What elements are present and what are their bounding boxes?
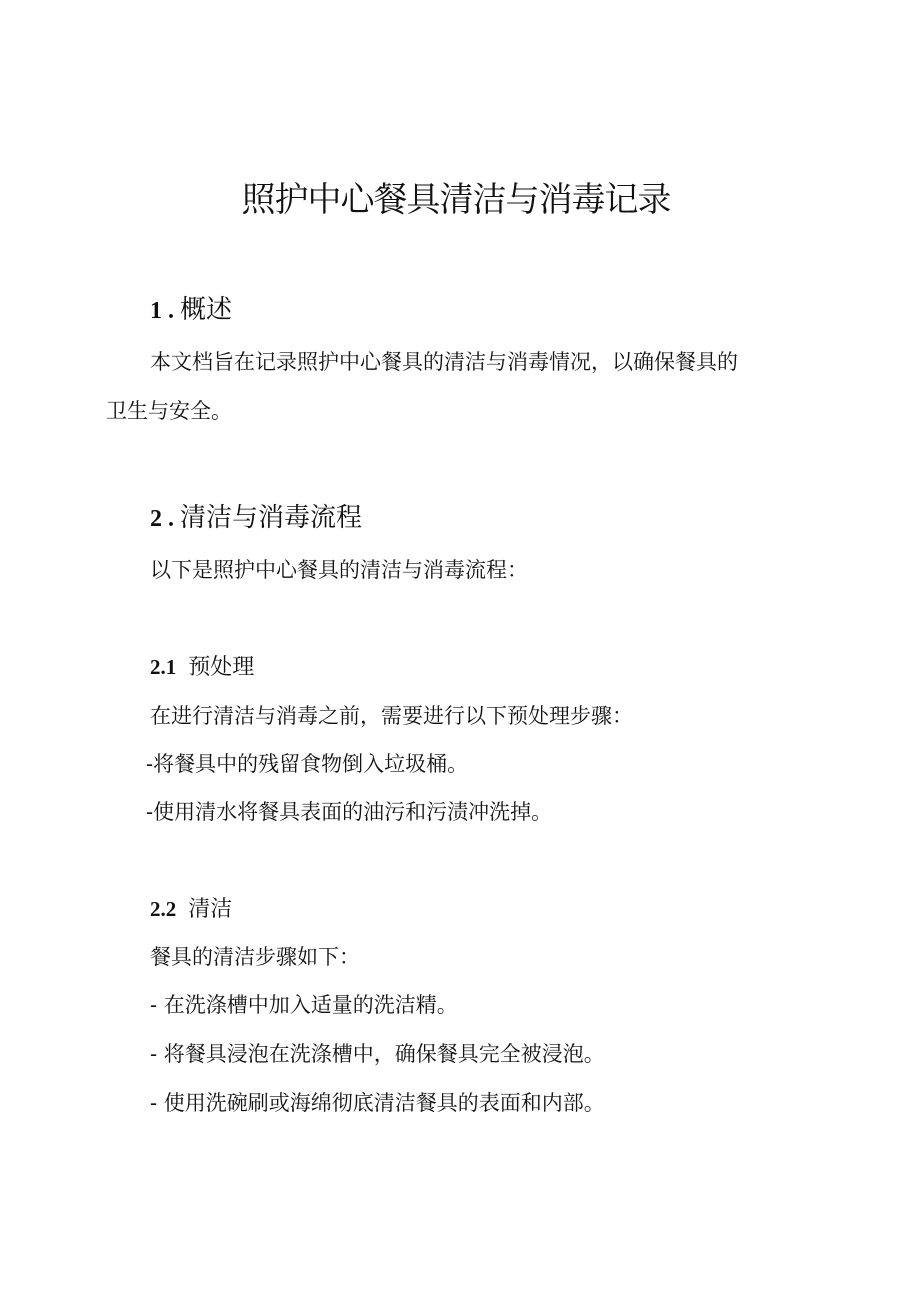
section-2-2-heading [150, 894, 232, 925]
list-item: - 使用洗碗刷或海绵彻底清洁餐具的表面和内部。 [150, 1091, 605, 1115]
section-2-1-number: 2.1 [150, 655, 177, 679]
section-2-2-number: 2.2 [150, 897, 177, 921]
section-2-1-intro: 在进行清洁与消毒之前，需要进行以下预处理步骤： [150, 704, 633, 728]
document-title: 照护中心餐具清洁与消毒记录 [241, 180, 671, 220]
section-1-heading [150, 292, 232, 329]
section-2-heading [150, 500, 362, 537]
list-item: -将餐具中的残留食物倒入垃圾桶。 [146, 752, 469, 776]
section-2-1-title: 预处理 [188, 655, 255, 680]
section-1-number: 1 . [150, 298, 174, 324]
list-item: -使用清水将餐具表面的油污和污渍冲洗掉。 [146, 800, 553, 824]
list-item: - 将餐具浸泡在洗涤槽中，确保餐具完全被浸泡。 [150, 1042, 605, 1066]
section-2-2-title: 清洁 [188, 897, 233, 922]
section-1-title: 概述 [180, 295, 233, 325]
list-item: - 在洗涤槽中加入适量的洗洁精。 [150, 993, 458, 1017]
section-2-intro: 以下是照护中心餐具的清洁与消毒流程： [150, 558, 528, 582]
section-2-2-intro: 餐具的清洁步骤如下： [150, 945, 360, 969]
section-2-number: 2 . [150, 506, 174, 532]
section-1-paragraph-line-1: 本文档旨在记录照护中心餐具的清洁与消毒情况，以确保餐具的 [150, 350, 738, 374]
section-2-1-heading [150, 652, 254, 683]
section-2-title: 清洁与消毒流程 [180, 503, 363, 533]
section-1-paragraph-line-2: 卫生与安全。 [106, 399, 232, 423]
